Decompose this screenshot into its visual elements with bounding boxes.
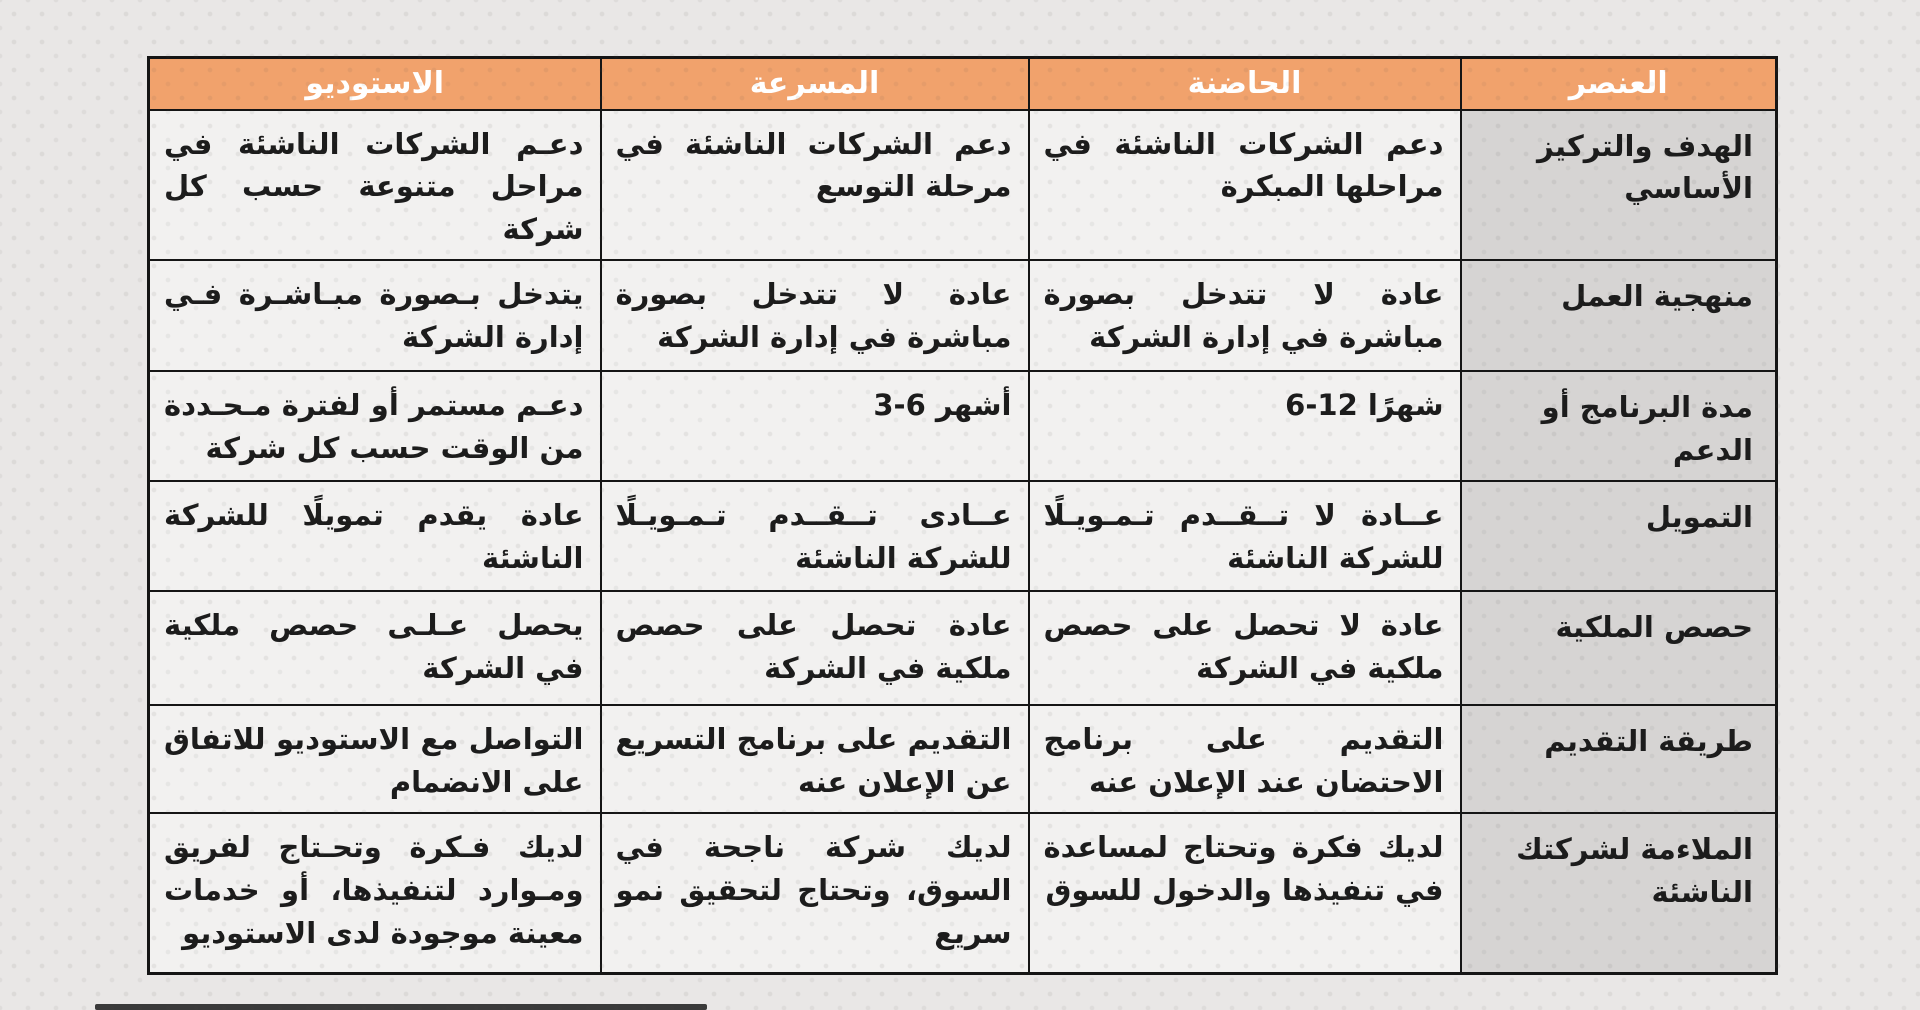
header-incubator: الحاضنة bbox=[1029, 58, 1461, 110]
header-studio: الاستوديو bbox=[149, 58, 601, 110]
cell-studio: يحصل عـلـى حصص ملكية في الشركة bbox=[149, 591, 601, 705]
row-label: الملاءمة لشركتك الناشئة bbox=[1461, 813, 1777, 973]
table-row-equity bbox=[149, 591, 1777, 705]
row-label: مدة البرنامج أو الدعم bbox=[1461, 371, 1777, 481]
table-row-funding bbox=[149, 481, 1777, 591]
row-label: حصص الملكية bbox=[1461, 591, 1777, 705]
table-header-row bbox=[149, 58, 1777, 110]
cell-accelerator: التقديم على برنامج التسريع عن الإعلان عنه bbox=[601, 705, 1029, 813]
cell-accelerator: دعم الشركات الناشئة في مرحلة التوسع bbox=[601, 110, 1029, 261]
table-row-duration bbox=[149, 371, 1777, 481]
cell-accelerator: عادة لا تتدخل بصورة مباشرة في إدارة الشركة bbox=[601, 260, 1029, 371]
table-row-methodology bbox=[149, 260, 1777, 371]
cell-accelerator: عــادى تــقــدم تـمـويـلًا للشركة الناشئة bbox=[601, 481, 1029, 591]
table-row-goal bbox=[149, 110, 1777, 261]
cell-studio: دعـم مستمر أو لفترة مـحـددة من الوقت حسب كل شركة bbox=[149, 371, 601, 481]
cell-incubator: التقديم على برنامج الاحتضان عند الإعلان عنه bbox=[1029, 705, 1461, 813]
cell-studio: لديك فـكرة وتحـتاج لفريق ومـوارد لتنفيذها، أو خدمات معينة موجودة لدى الاستوديو bbox=[149, 813, 601, 973]
row-label: التمويل bbox=[1461, 481, 1777, 591]
comparison-table bbox=[147, 56, 1778, 975]
cell-accelerator: لديك شركة ناجحة في السوق، وتحتاج لتحقيق نمو سريع bbox=[601, 813, 1029, 973]
cell-studio: التواصل مع الاستوديو للاتفاق على الانضمام bbox=[149, 705, 601, 813]
cell-incubator: شهرًا 12-6 bbox=[1029, 371, 1461, 481]
cell-studio: دعـم الشركات الناشئة في مراحل متنوعة حسب كل شركة bbox=[149, 110, 601, 261]
cell-incubator: عادة لا تحصل على حصص ملكية في الشركة bbox=[1029, 591, 1461, 705]
header-accelerator: المسرعة bbox=[601, 58, 1029, 110]
cell-incubator: عــادة لا تــقــدم تـمـويـلًا للشركة الناشئة bbox=[1029, 481, 1461, 591]
header-element: العنصر bbox=[1461, 58, 1777, 110]
cell-incubator: لديك فكرة وتحتاج لمساعدة في تنفيذها والدخول للسوق bbox=[1029, 813, 1461, 973]
row-label: طريقة التقديم bbox=[1461, 705, 1777, 813]
cell-incubator: عادة لا تتدخل بصورة مباشرة في إدارة الشركة bbox=[1029, 260, 1461, 371]
row-label: الهدف والتركيز الأساسي bbox=[1461, 110, 1777, 261]
row-label: منهجية العمل bbox=[1461, 260, 1777, 371]
cell-incubator: دعم الشركات الناشئة في مراحلها المبكرة bbox=[1029, 110, 1461, 261]
cell-accelerator: أشهر 6-3 bbox=[601, 371, 1029, 481]
cell-studio: يتدخل بـصورة مبـاشـرة فـي إدارة الشركة bbox=[149, 260, 601, 371]
table-row-suitability bbox=[149, 813, 1777, 973]
cell-accelerator: عادة تحصل على حصص ملكية في الشركة bbox=[601, 591, 1029, 705]
cropped-bottom-element-edge bbox=[95, 1004, 707, 1010]
cell-studio: عادة يقدم تمويلًا للشركة الناشئة bbox=[149, 481, 601, 591]
table-row-application bbox=[149, 705, 1777, 813]
comparison-table-container bbox=[150, 56, 1778, 975]
